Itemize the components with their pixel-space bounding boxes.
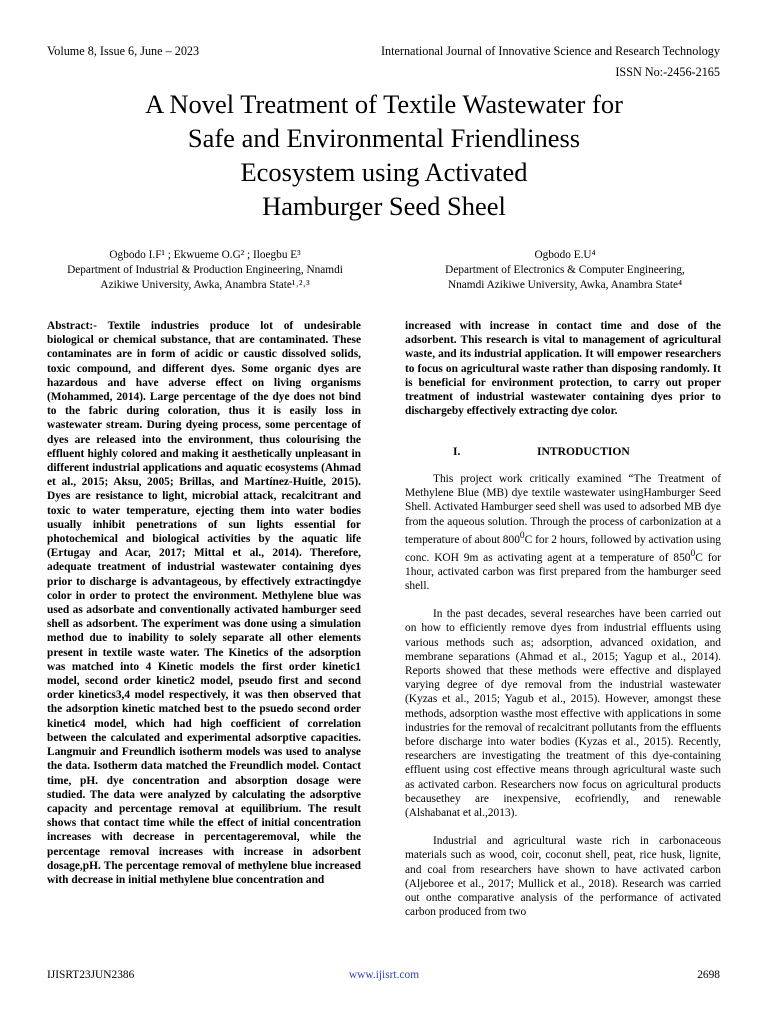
intro-p1-a: This project work critically examined “The Treatment of Methylene Blue (MB) dye textile wastewater usingHamburger Seed Shell. Activated Hamburger seed shell was used to adsorbed MB dye from the aqueous solution. Through the process of carbonization at a temperature of about 800 bbox=[405, 473, 721, 546]
section-heading bbox=[405, 445, 721, 459]
author-block-right bbox=[400, 248, 730, 293]
intro-paragraph-1 bbox=[405, 472, 721, 593]
abstract-column bbox=[47, 319, 361, 949]
author-block-left bbox=[30, 248, 380, 293]
volume-issue: Volume 8, Issue 6, June – 2023 bbox=[47, 44, 200, 58]
title-line: Ecosystem using Activated bbox=[240, 157, 528, 187]
title-line: Hamburger Seed Sheel bbox=[262, 191, 506, 221]
author-affiliation: Nnamdi Azikiwe University, Awka, Anambra State⁴ bbox=[447, 279, 683, 291]
footer-page-number: 2698 bbox=[697, 969, 720, 981]
journal-name: International Journal of Innovative Science and Research Technology bbox=[380, 44, 720, 58]
section-number: I. bbox=[453, 445, 461, 458]
paper-title bbox=[0, 87, 768, 223]
author-affiliation: Department of Industrial & Production Engineering, Nnamdi bbox=[67, 264, 343, 276]
author-affiliation: Department of Electronics & Computer Engineering, bbox=[445, 264, 685, 276]
abstract-continuation bbox=[405, 319, 721, 418]
issn: ISSN No:-2456-2165 bbox=[615, 65, 720, 79]
intro-p1-b: C for 2 hours, followed by activation using conc. KOH 9m as activating agent at a temperature of 850 bbox=[405, 533, 721, 564]
abstract-text: Abstract:- Textile industries produce lot of undesirable biological or chemical substance, that are contaminated. These contaminates are in form of acidic or caustic dissolved solids, toxic compound, and different dyes. Some organic dyes are hazardous and have adverse effect on living organisms (Mohammed, 2014). Large percentage of the dye does not bind to the fabric during coloration, thus it is easily loss in wastewater stream. During dyeing process, some percentage of dyes are released into the environment, thus colourising the effluent highly colored and making it aesthetically unpleasant in different industrial applications and aquatic ecosystems (Ahmad et al., 2015; Aksu, 2005; Brillas, and Martínez-Huitle, 2015). Dyes are resistance to light, microbial attack, recalcitrant and toxic to water temperature, ejecting them into water bodies usually inhibit penetrations of sun lights essential for photochemical and biological activities by the aquatic life (Ertugay and Acar, 2017; Mittal et al., 2014). Therefore, adequate treatment of industrial wastewater containing dyes prior to discharge is advantageous, by effectively extractingdye color in order to protect the environment. Methylene blue was used as adsorbate and conventionally activated hamburger seed shell as adsorbent. The experiment was done using a simulation method due to inability to solely separate all other elements present in textile waste water. The Kinetics of the adsorption was matched into 4 Kinetic models the first order kinetic1 model, second order kinetic2 model, pseudo first and second order kinetics3,4 model respectively, it was then observed that the adsorption kinetic matched best to the psuedo second order kinetic4 model, which had high coefficient of correlation between the calculated and experimental adsorptive capacities. Langmuir and Freundlich isotherm models was used to analyse the data. Isotherm data matched the Freundlich model. Contact time, pH. dye concentration and absorption dosage were studied. The data were analyzed by calculating the adsorptive capacity and percentage removal at equilibrium. The result shows that contact time while the effect of initial concentration increases with decrease in percentageremoval, while the percentage removal increases with increase in adsorbent dosage,pH. The percentage removal of methylene blue increased with decrease in initial methylene blue concentration and bbox=[47, 320, 361, 886]
abstract-text-cont: increased with increase in contact time and dose of the adsorbent. This research is vital to management of agricultural waste, and its industrial application. It will empower researchers to focus on agricultural waste rather than disposing randomly. It is beneficial for environment protection, to carry out proper treatment of industrial wastewater containing dyes prior to dischargeby effectively extracting dye color. bbox=[405, 320, 721, 418]
degree-sup: 0 bbox=[519, 530, 525, 541]
title-line: Safe and Environmental Friendliness bbox=[187, 123, 581, 153]
intro-column bbox=[405, 472, 721, 950]
author-affiliation: Azikiwe University, Awka, Anambra State¹˒²˒³ bbox=[100, 279, 310, 291]
title-line: A Novel Treatment of Textile Wastewater for bbox=[145, 89, 623, 119]
author-names: Ogbodo I.F¹ ; Ekwueme O.G² ; Iloegbu E³ bbox=[109, 249, 301, 261]
section-title: INTRODUCTION bbox=[537, 445, 630, 458]
author-names: Ogbodo E.U⁴ bbox=[534, 249, 596, 261]
footer-article-id: IJISRT23JUN2386 bbox=[47, 969, 135, 981]
intro-paragraph-3: Industrial and agricultural waste rich in carbonaceous materials such as wood, coir, coconut shell, peat, rice husk, lignite, and coal from researchers have shown to have activated carbon (Aljeboree et al., 2017; Mullick et al., 2018). Research was carried out onthe comparative analysis of the performance of activated carbon produced from two bbox=[405, 835, 721, 919]
intro-p1-c: C for 1hour, activated carbon was first prepared from the hamburger seed shell. bbox=[405, 551, 721, 593]
intro-paragraph-2: In the past decades, several researches have been carried out on how to efficiently remove dyes from industrial effluents using various methods such as; adsorption, advanced oxidation, and membrane separations (Ahmad et al., 2015; Yagup et al., 2014). Reports showed that these methods were effective and displayed varying degree of dye removal from the industrial wastewater (Kyzas et al., 2015; Yagub et al., 2015). However, amongst these methods, adsorption wasthe most effective with applications in some industries for the removal of recalcitrant pollutants from the effluents before discharge into water bodies (Kyzas et al., 2015). Recently, researchers are investigating the treatment of this dye-containing effluent using cost effective means through agricultural waste such as activated carbon. Researchers now focus on agricultural products becausethey are inexpensive, ecofriendly, and renewable (Alshabanat et al.,2013). bbox=[405, 608, 721, 820]
footer-website-link[interactable]: www.ijisrt.com bbox=[348, 969, 420, 981]
degree-sup: 0 bbox=[690, 548, 696, 559]
